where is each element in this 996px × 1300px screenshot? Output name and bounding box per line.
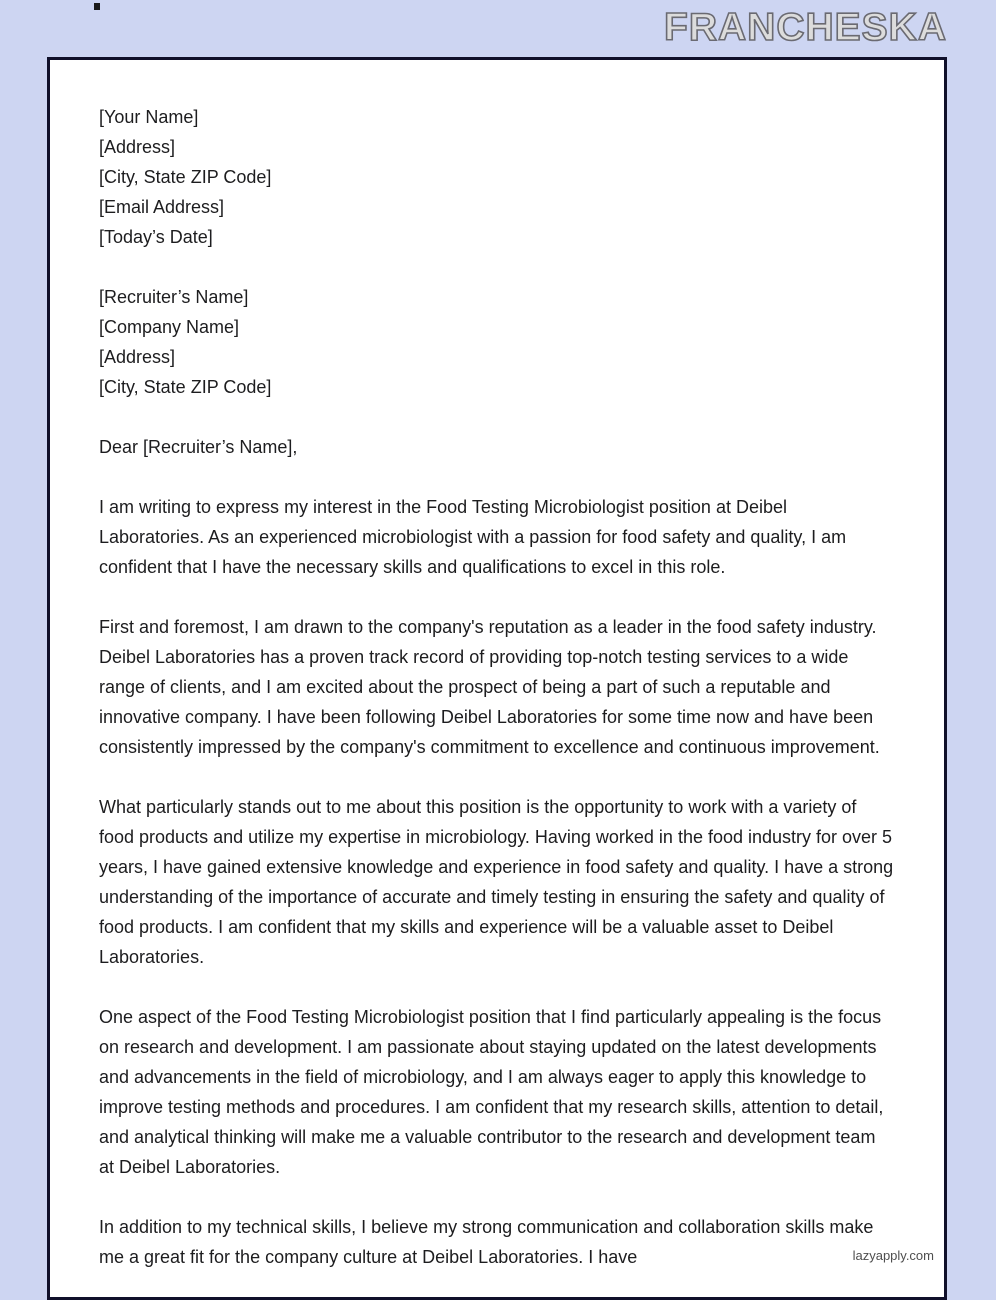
sender-name: [Your Name] [99,107,199,127]
brand-title: FRANCHESKA [664,6,947,49]
paragraph-research-development: One aspect of the Food Testing Microbiologist position that I find particularly appealing is the focus on research and development. I am passionate about staying updated on the latest developments and advancements in the field of microbiology, and I am always eager to apply this knowledge to improve testing methods and procedures. I am confident that my research skills, attention to detail, and analytical thinking will make me a valuable contributor to the research and development team at Deibel Laboratories. [99,1007,884,1177]
recipient-address: [Address] [99,347,176,367]
sender-address: [Address] [99,137,176,157]
letter-page [47,57,947,1300]
recipient-company: [Company Name] [99,317,240,337]
sender-date: [Today’s Date] [99,227,213,247]
sender-city-state-zip: [City, State ZIP Code] [99,167,272,187]
sender-email: [Email Address] [99,197,225,217]
paragraph-intro: I am writing to express my interest in the Food Testing Microbiologist position at Deibel Laboratories. As an experienced microbiologist with a passion for food safety and quality, I am confident that I have the necessary skills and qualifications to excel in this role. [99,497,847,577]
paragraph-communication-skills: In addition to my technical skills, I believe my strong communication and collaboration skills make me a great fit for the company culture at Deibel Laboratories. I have [99,1217,874,1267]
paragraph-position-fit: What particularly stands out to me about this position is the opportunity to work with a variety of food products and utilize my expertise in microbiology. Having worked in the food industry for over 5 years, I have gained extensive knowledge and experience in food safety and quality. I have a strong understanding of the importance of accurate and timely testing in ensuring the safety and quality of food products. I am confident that my skills and experience will be a valuable asset to Deibel Laboratories. [99,797,894,967]
sender-block [99,102,895,252]
recipient-city-state-zip: [City, State ZIP Code] [99,377,272,397]
screen-artifact-dot [94,3,100,10]
paragraph-company-reputation: First and foremost, I am drawn to the company's reputation as a leader in the food safety industry. Deibel Laboratories has a proven track record of providing top-notch testing services to a wide range of clients, and I am excited about the prospect of being a part of such a reputable and innovative company. I have been following Deibel Laboratories for some time now and have been consistently impressed by the company's commitment to excellence and continuous improvement. [99,617,880,757]
watermark: lazyapply.com [852,1248,934,1263]
letter-body [50,60,944,1272]
recipient-block [99,282,895,402]
salutation: Dear [Recruiter’s Name], [99,437,298,457]
letter-content [99,102,895,1272]
recipient-name: [Recruiter’s Name] [99,287,249,307]
